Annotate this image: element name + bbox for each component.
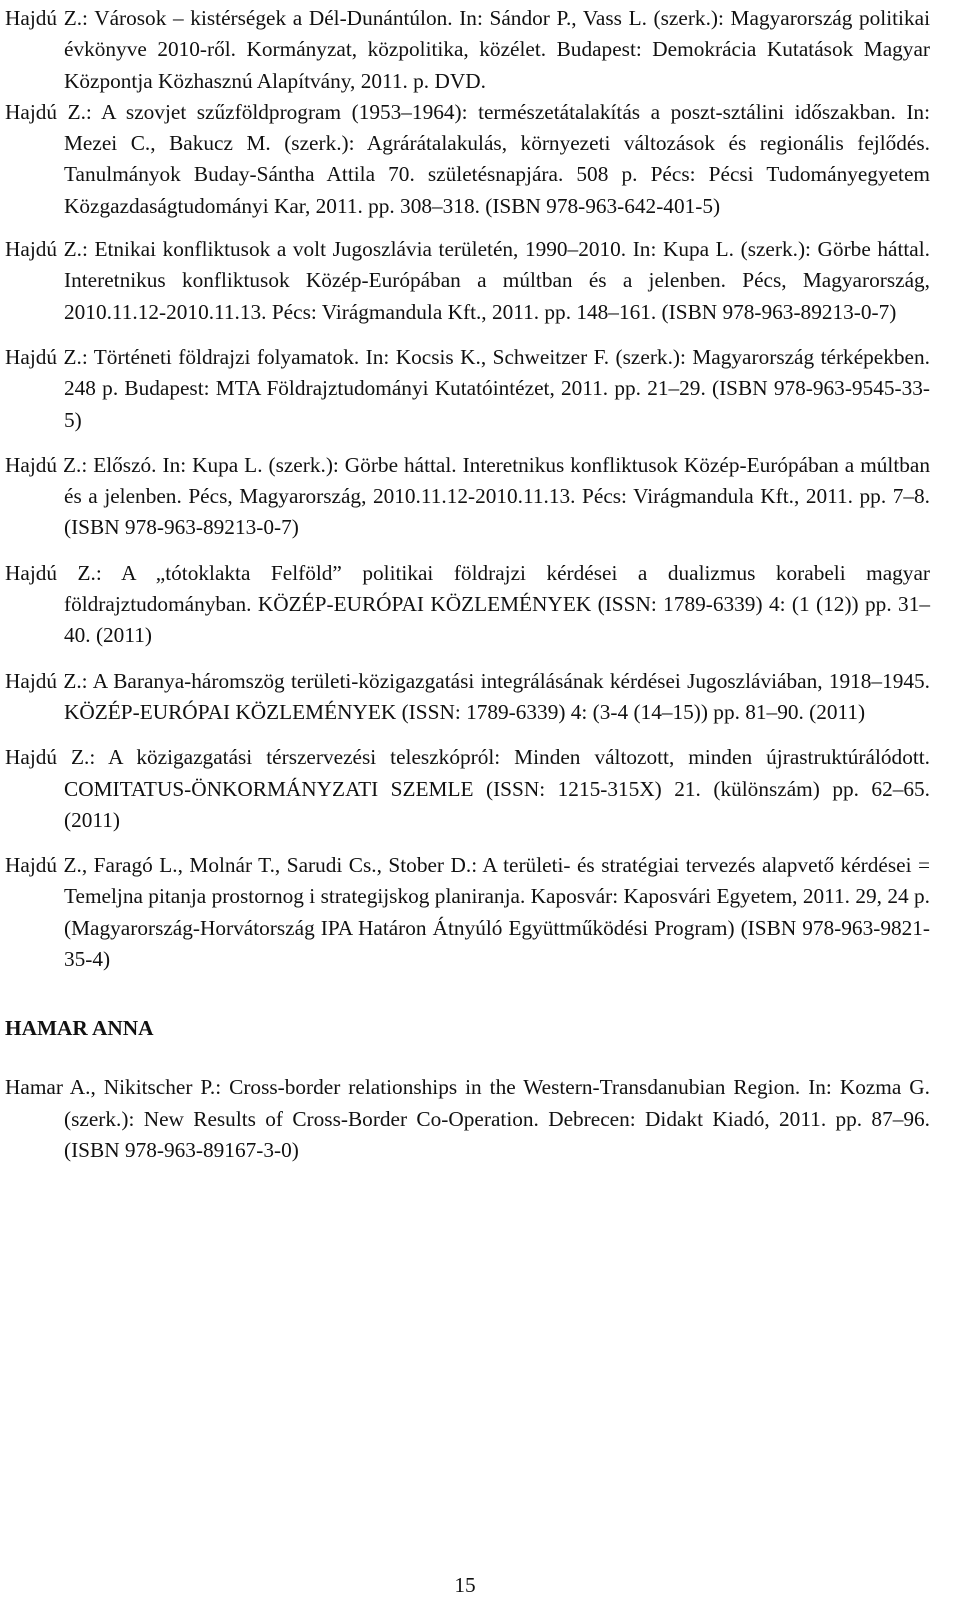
bibliography-entry: Hajdú Z.: Történeti földrajzi folyamatok. In: Kocsis K., Schweitzer F. (szerk.): Magyarország térképekben. 248 p. Budapest: MTA Földrajztudományi Kutatóintézet, 2011. pp. 21–29. (ISBN 978-963-9545-33-5): [5, 344, 930, 432]
bibliography-entry: Hajdú Z.: A szovjet szűzföldprogram (1953–1964): természetátalakítás a poszt-sztálini időszakban. In: Mezei C., Bakucz M. (szerk.): Agrárátalakulás, környezeti változások és regionális fejlődés. Tanulmányok Buday-Sántha Attila 70. születésnapjára. 508 p. Pécs: Pécsi Tudományegyetem Közgazdaságtudományi Kar, 2011. pp. 308–318. (ISBN 978-963-642-401-5): [5, 99, 930, 218]
bibliography-entry: Hajdú Z.: Etnikai konfliktusok a volt Jugoszlávia területén, 1990–2010. In: Kupa L. (szerk.): Görbe háttal. Interetnikus konfliktusok Közép-Európában a múltban és a jelenben. Pécs, Magyarország, 2010.11.12-2010.11.13. Pécs: Virágmandula Kft., 2011. pp. 148–161. (ISBN 978-963-89213-0-7): [5, 237, 930, 324]
bibliography-entry: Hamar A., Nikitscher P.: Cross-border relationships in the Western-Transdanubian Region. In: Kozma G. (szerk.): New Results of Cross-Border Co-Operation. Debrecen: Didakt Kiadó, 2011. pp. 87–96. (ISBN 978-963-89167-3-0): [5, 1075, 930, 1162]
page-number: 15: [454, 1573, 476, 1597]
bibliography-entry: Hajdú Z., Faragó L., Molnár T., Sarudi Cs., Stober D.: A területi- és stratégiai tervezés alapvető kérdései = Temeljna pitanja prostornog i strategijskog planiranja. Kaposvár: Kaposvári Egyetem, 2011. 29, 24 p. (Magyarország-Horvátország IPA Határon Átnyúló Együttműködési Program) (ISBN 978-963-9821-35-4): [5, 853, 930, 972]
bibliography-entry: Hajdú Z.: Városok – kistérségek a Dél-Dunántúlon. In: Sándor P., Vass L. (szerk.): Magyarország politikai évkönyve 2010-ről. Kormányzat, közpolitika, közélet. Budapest: Demokrácia Kutatások Magyar Központja Közhasznú Alapítvány, 2011. p. DVD.: [5, 6, 930, 93]
bibliography-entry: Hajdú Z.: A Baranya-háromszög területi-közigazgatási integrálásának kérdései Jugoszláviában, 1918–1945. KÖZÉP-EURÓPAI KÖZLEMÉNYEK (ISSN: 1789-6339) 4: (3-4 (14–15)) pp. 81–90. (2011): [5, 668, 930, 724]
bibliography-entry: Hajdú Z.: A „tótoklakta Felföld” politikai földrajzi kérdései a dualizmus korabeli magyar földrajztudományban. KÖZÉP-EURÓPAI KÖZLEMÉNYEK (ISSN: 1789-6339) 4: (1 (12)) pp. 31–40. (2011): [5, 560, 930, 648]
bibliography-entry: Hajdú Z.: A közigazgatási térszervezési teleszkópról: Minden változott, minden újrastruktúrálódott. COMITATUS-ÖNKORMÁNYZATI SZEMLE (ISSN: 1215-315X) 21. (különszám) pp. 62–65. (2011): [5, 745, 930, 832]
bibliography-list: [5, 3, 930, 1180]
author-section-heading: HAMAR ANNA: [5, 1016, 154, 1041]
bibliography-entry: Hajdú Z.: Előszó. In: Kupa L. (szerk.): Görbe háttal. Interetnikus konfliktusok Közép-Európában a múltban és a jelenben. Pécs, Magyarország, 2010.11.12-2010.11.13. Pécs: Virágmandula Kft., 2011. pp. 7–8. (ISBN 978-963-89213-0-7): [5, 452, 930, 540]
